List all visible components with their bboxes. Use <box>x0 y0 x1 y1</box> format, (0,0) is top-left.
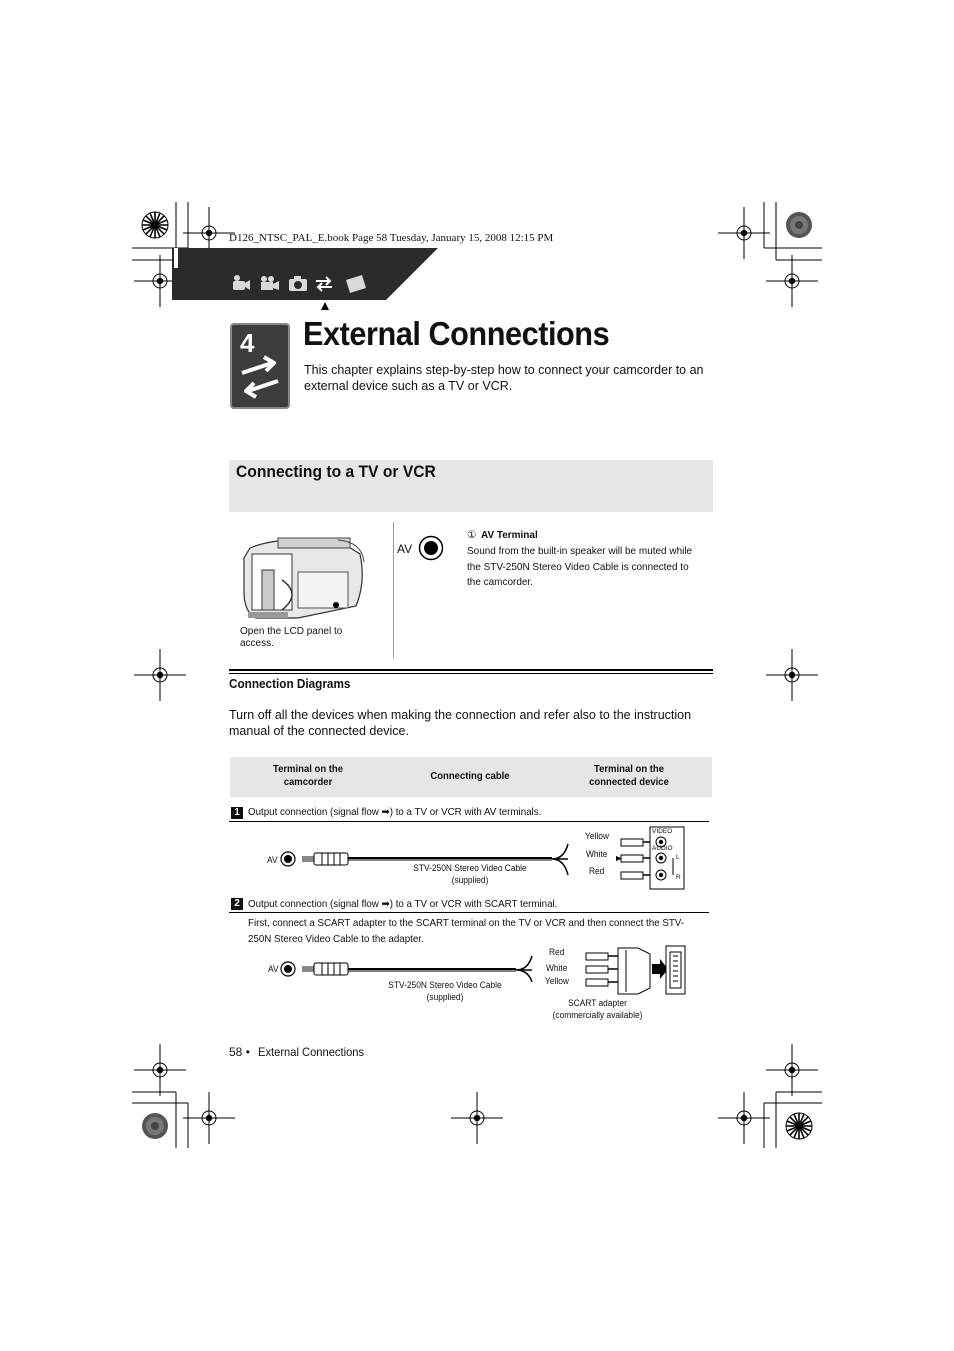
step-1-number: 1 <box>231 807 243 819</box>
step-1-av-label: AV <box>267 855 278 865</box>
column-divider <box>393 522 394 658</box>
video-camera-icon[interactable] <box>229 273 251 300</box>
step-2-rule <box>229 912 709 913</box>
av-terminal-description: Sound from the built-in speaker will be muted while the STV-250N Stereo Video Cable is connected to the camcorder. <box>467 545 693 588</box>
section-rule-thin <box>229 673 713 674</box>
step-2-cable-note: (supplied) <box>426 992 464 1002</box>
column-header-cable: Connecting cable <box>430 771 510 782</box>
step-2-cable-name: STV-250N Stereo Video Cable <box>388 980 502 990</box>
av-jack-icon <box>418 535 444 561</box>
step-1-plug-label: White <box>586 849 608 859</box>
page-number <box>229 1045 250 1059</box>
section-title: Connecting to a TV or VCR <box>236 462 436 481</box>
column-header-device: Terminal on the connected device <box>589 764 669 788</box>
step-2-text <box>248 898 557 910</box>
audio-left-label: L <box>676 854 680 861</box>
step-1-cable-note: (supplied) <box>451 875 489 885</box>
print-header-meta: D126_NTSC_PAL_E.book Page 58 Tuesday, January 15, 2008 12:15 PM <box>229 232 554 244</box>
section-rule-thick <box>229 669 713 671</box>
page-number-value: 58 <box>229 1045 243 1059</box>
book-icon[interactable] <box>344 274 368 299</box>
step-1-text <box>248 806 541 818</box>
av-terminal-title: AV Terminal <box>481 529 538 541</box>
chapter-title: External Connections <box>303 315 610 352</box>
audio-terminal-label: AUDIO <box>652 845 673 852</box>
step-2-plug-label: Red <box>549 947 565 957</box>
step-2-cable-label <box>385 979 506 1003</box>
signal-flow-arrow-icon: ➡ <box>381 898 390 910</box>
current-tab-indicator-icon <box>320 298 330 316</box>
step-2-text-before: Output connection (signal flow <box>248 898 382 910</box>
column-header-camcorder: Terminal on the camcorder <box>272 764 344 788</box>
step-2-av-label: AV <box>268 964 279 974</box>
video-terminal-label: VIDEO <box>652 828 673 835</box>
step-1-plug-label: Yellow <box>585 831 609 841</box>
connection-diagrams-intro: Turn off all the devices when making the connection and refer also to the instruction manual of the connected device. <box>229 708 692 738</box>
audio-right-label: R <box>676 874 681 881</box>
av-symbol-label: AV <box>397 542 413 556</box>
av-terminal-number: ① <box>467 529 477 541</box>
step-1-plug-label: Red <box>589 866 605 876</box>
camcorder-caption: Open the LCD panel to access. <box>240 626 343 649</box>
step-2-text-after: ) to a TV or VCR with SCART terminal. <box>389 898 558 910</box>
step-2-plug-label: Yellow <box>545 976 569 986</box>
footer-label: External Connections <box>258 1045 365 1059</box>
step-2-number: 2 <box>231 898 243 910</box>
chapter-intro: This chapter explains step-by-step how to connect your camcorder to an external device such as a TV or VCR. <box>304 363 704 393</box>
external-connections-tab-icon[interactable] <box>313 272 335 301</box>
camcorder-illustration <box>238 532 368 629</box>
photo-camera-icon[interactable] <box>287 274 309 299</box>
chapter-number: 4 <box>240 328 255 358</box>
connection-diagrams-heading: Connection Diagrams <box>229 677 351 691</box>
step-2-instruction: First, connect a SCART adapter to the SCART terminal on the TV or VCR and then connect the STV-250N Stereo Video Cable to the adapter. <box>248 917 685 945</box>
footer-bullet: • <box>245 1045 250 1059</box>
scart-adapter-label <box>544 997 651 1021</box>
step-1-diagram <box>230 822 710 899</box>
signal-flow-arrow-icon: ➡ <box>381 806 390 818</box>
scart-adapter-name: SCART adapter <box>568 998 627 1008</box>
scart-adapter-note: (commercially available) <box>552 1010 643 1020</box>
movie-camera-icon[interactable] <box>258 273 280 300</box>
step-1-cable-label <box>410 862 531 886</box>
step-1-text-after: ) to a TV or VCR with AV terminals. <box>389 806 542 818</box>
step-1-text-before: Output connection (signal flow <box>248 806 382 818</box>
chapter-badge <box>230 323 290 409</box>
step-1-cable-name: STV-250N Stereo Video Cable <box>413 863 527 873</box>
step-2-plug-label: White <box>546 963 568 973</box>
